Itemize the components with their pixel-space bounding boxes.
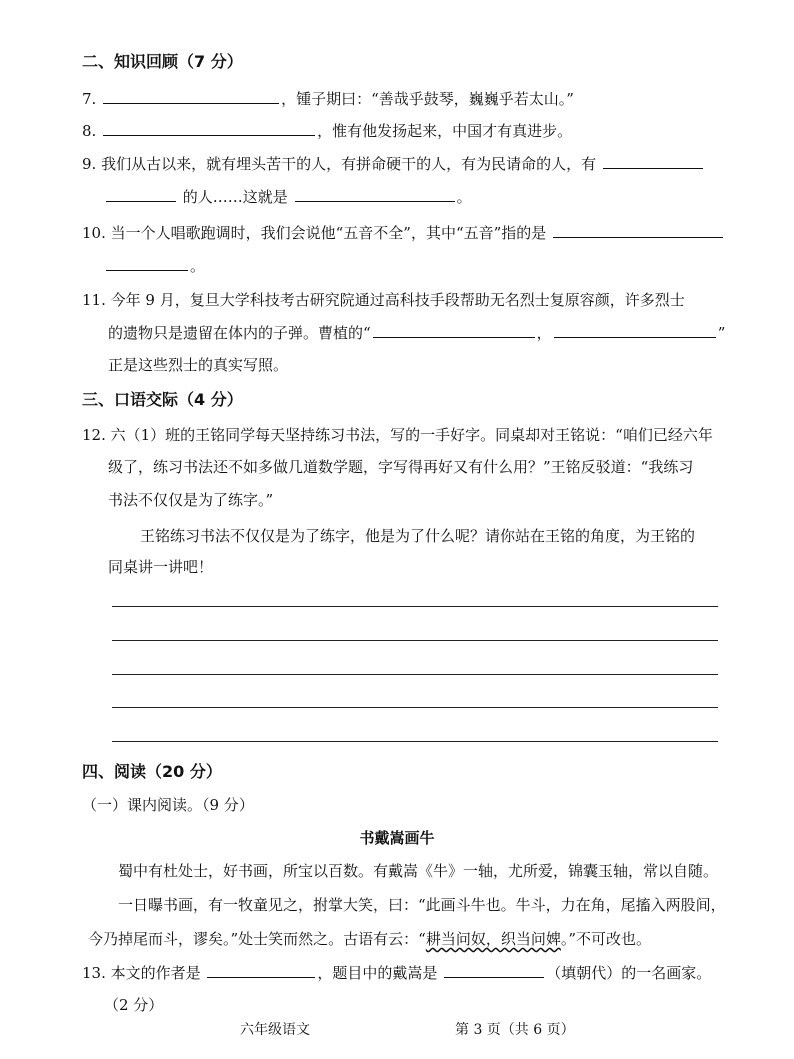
- question-12-line-2: 级了，练习书法还不如多做几道数学题，字写得再好又有什么用？”王铭反驳道：“我练习: [108, 458, 694, 476]
- passage-text: 今乃掉尾而斗，谬矣。”处士笑而然之。古语有云：“: [88, 930, 426, 948]
- question-8: [82, 120, 572, 141]
- question-11-blank-2[interactable]: [554, 322, 716, 338]
- question-11-line-1: 11. 今年 9 月，复旦大学科技考古研究院通过高科技手段帮助无名烈士复原容颜，许多烈士: [82, 291, 685, 309]
- question-9-blank-3[interactable]: [295, 186, 455, 202]
- answer-line[interactable]: [112, 707, 718, 708]
- answer-line[interactable]: [112, 674, 718, 675]
- question-13-points: （2 分）: [104, 996, 164, 1014]
- question-13-blank-2[interactable]: [444, 962, 544, 978]
- passage-wavy-underlined-quote: 耕当问奴，织当问婢: [425, 930, 561, 948]
- question-11-text-3: ”: [717, 324, 726, 342]
- question-7: [82, 88, 574, 109]
- question-11-text-1: 的遗物只是遗留在体内的子弹。曹植的“: [108, 324, 371, 342]
- question-12-line-1: 12. 六（1）班的王铭同学每天坚持练习书法，写的一手好字。同桌却对王铭说：“咱们已经六年: [82, 426, 713, 444]
- question-13-blank-1[interactable]: [207, 962, 315, 978]
- question-12-prompt-2: 同桌讲一讲吧！: [108, 558, 214, 576]
- question-13-text-1: 13. 本文的作者是: [82, 964, 201, 982]
- question-10-blank-1[interactable]: [553, 222, 723, 238]
- passage-title: 书戴嵩画牛: [359, 829, 435, 847]
- answer-line[interactable]: [112, 606, 718, 607]
- question-12-prompt-1: 王铭练习书法不仅仅是为了练字，他是为了什么呢？请你站在王铭的角度，为王铭的: [140, 527, 696, 545]
- passage-paragraph-1: 蜀中有杜处士，好书画，所宝以百数。有戴嵩《牛》一轴，尤所爱，锦囊玉轴，常以自随。: [118, 862, 719, 880]
- section-heading-oral-communication: 三、口语交际（4 分）: [82, 390, 243, 409]
- section-heading-knowledge-review: 二、知识回顾（7 分）: [82, 52, 243, 71]
- question-7-number: 7.: [82, 90, 97, 108]
- question-9-text-3: 。: [456, 188, 472, 206]
- question-12-line-3: 书法不仅仅是为了练字。”: [108, 491, 274, 509]
- question-9-blank-2[interactable]: [106, 186, 176, 202]
- question-13-text-2: ，题目中的戴嵩是: [317, 964, 438, 982]
- section-heading-reading: 四、阅读（20 分）: [82, 762, 222, 781]
- reading-part-1-heading: （一）课内阅读。（9 分）: [82, 796, 254, 814]
- answer-line[interactable]: [112, 741, 718, 742]
- question-9-text-2: 的人……这就是: [182, 188, 288, 206]
- answer-line[interactable]: [112, 640, 718, 641]
- question-7-blank[interactable]: [103, 88, 279, 104]
- footer-page-number: 第 3 页（共 6 页）: [455, 1022, 575, 1038]
- question-7-text: ，锺子期曰：“善哉乎鼓琴，巍巍乎若太山。”: [281, 90, 574, 108]
- question-11-line-2: [108, 322, 725, 343]
- question-11-text-2: ，: [536, 324, 552, 342]
- question-10-blank-2[interactable]: [106, 255, 188, 271]
- question-9-blank-1[interactable]: [603, 153, 703, 169]
- passage-paragraph-2: 一日曝书画，有一牧童见之，拊掌大笑，曰：“此画斗牛也。牛斗，力在角，尾搐入两股间，: [118, 896, 726, 914]
- question-8-blank[interactable]: [103, 120, 315, 136]
- question-9-line-1: [82, 153, 705, 174]
- question-10-line-2: [104, 255, 205, 276]
- question-13-line-1: [82, 962, 711, 983]
- footer-subject: 六年级语文: [240, 1022, 310, 1038]
- question-8-text: ，惟有他发扬起来，中国才有真进步。: [317, 122, 573, 140]
- question-13-text-3: （填朝代）的一名画家。: [546, 964, 712, 982]
- question-10-line-1: [82, 222, 725, 243]
- passage-text-end: 。”不可改也。: [560, 930, 652, 948]
- question-11-blank-1[interactable]: [373, 322, 535, 338]
- question-9-text-1: 9. 我们从古以来，就有埋头苦干的人，有拼命硬干的人，有为民请命的人，有: [82, 155, 597, 173]
- question-11-line-3: 正是这些烈士的真实写照。: [108, 356, 289, 374]
- passage-paragraph-2-continued: [88, 929, 651, 949]
- question-9-line-2: [104, 186, 472, 207]
- question-8-number: 8.: [82, 122, 97, 140]
- question-10-text-1: 10. 当一个人唱歌跑调时，我们会说他“五音不全”，其中“五音”指的是: [82, 224, 547, 242]
- question-10-text-2: 。: [190, 257, 206, 275]
